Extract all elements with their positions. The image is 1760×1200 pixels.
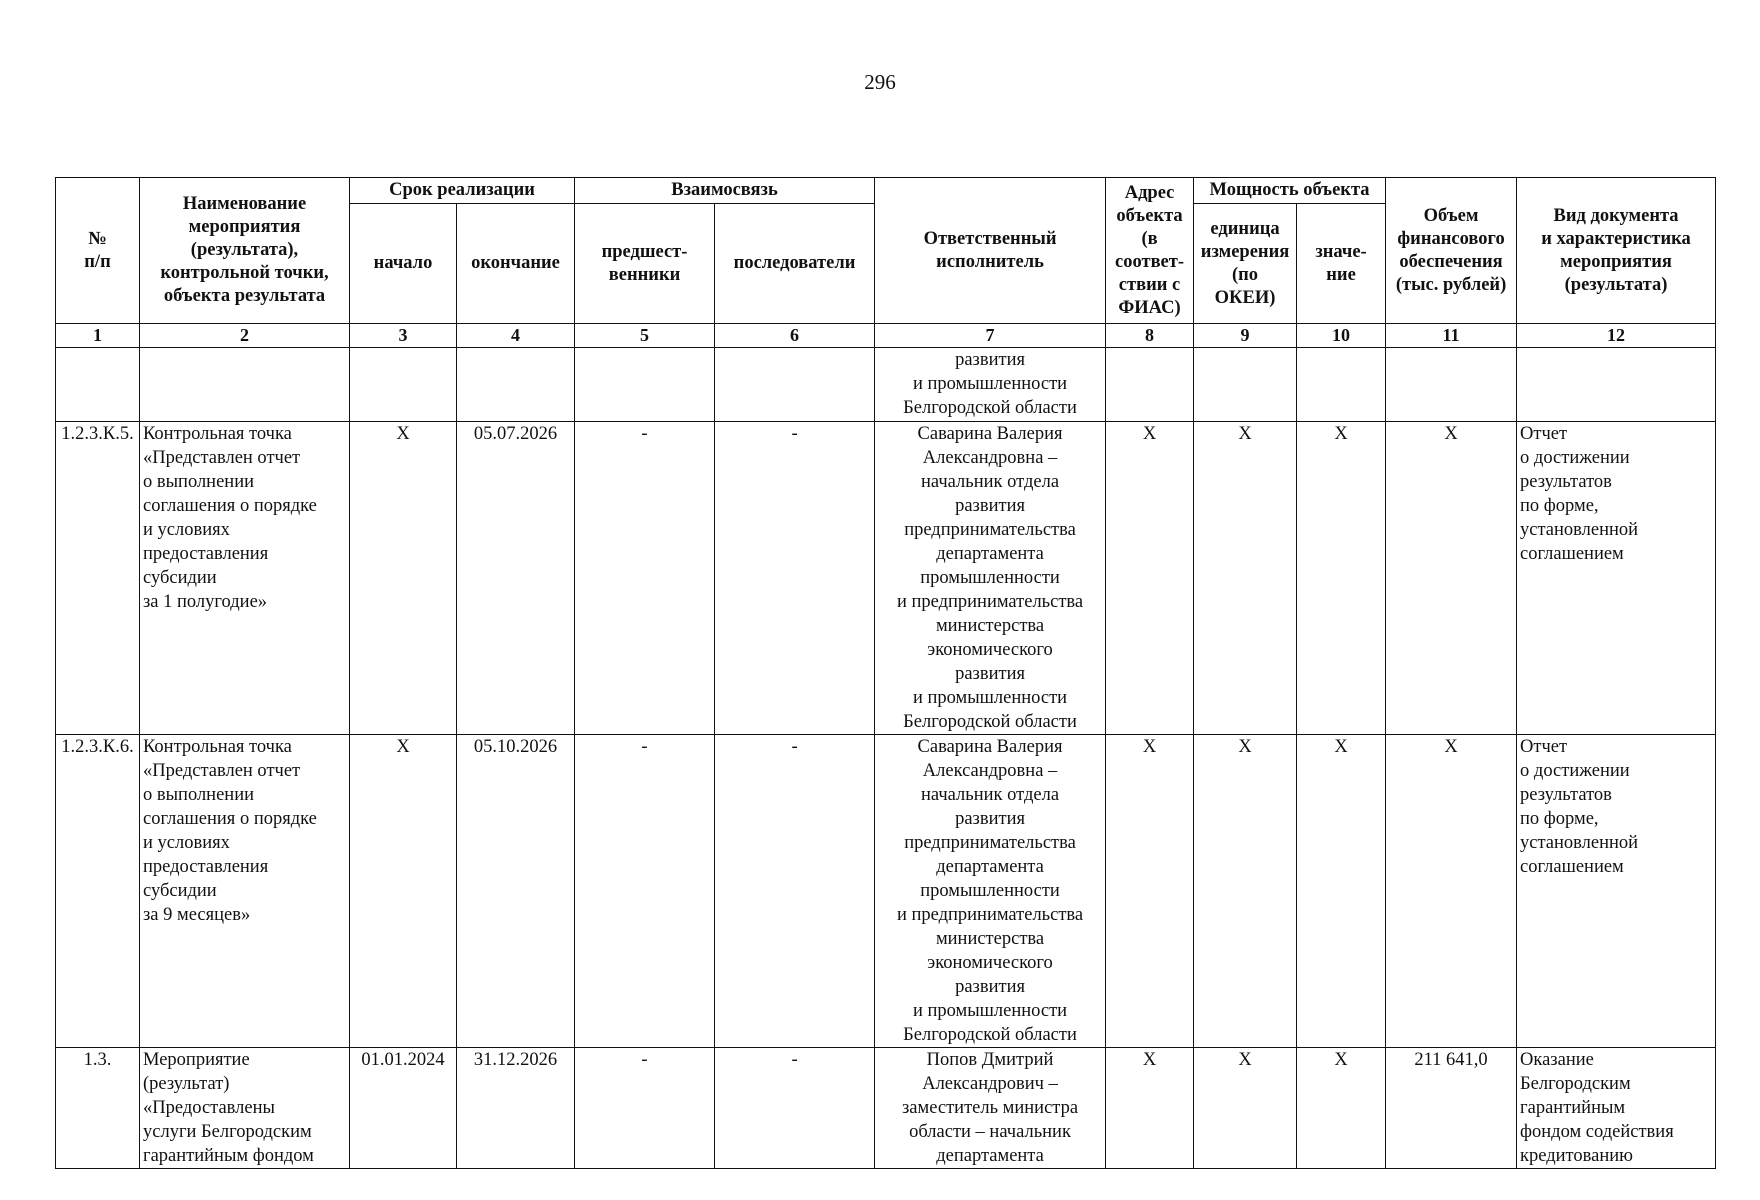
column-number: 12 <box>1517 324 1716 348</box>
header-power-group: Мощность объекта <box>1194 178 1386 204</box>
cell-predecessors: - <box>575 1048 715 1169</box>
cell-successors: - <box>715 1048 875 1169</box>
cell-document: Оказание Белгородским гарантийным фондом содействия кредитованию <box>1517 1048 1716 1169</box>
header-responsible: Ответственный исполнитель <box>875 178 1106 324</box>
cell-predecessors: - <box>575 735 715 1048</box>
header-link-group: Взаимосвязь <box>575 178 875 204</box>
cell-successors: - <box>715 422 875 735</box>
cell-address: X <box>1106 735 1194 1048</box>
header-financing: Объем финансового обеспечения (тыс. рублей) <box>1386 178 1517 324</box>
cell-responsible: Саварина Валерия Александровна – начальник отдела развития предпринимательства департамента промышленности и предпринимательства министерства экономического развития и промышленности Белгородской области <box>875 422 1106 735</box>
cell-end <box>457 348 575 422</box>
header-period-group: Срок реализации <box>350 178 575 204</box>
page-number: 296 <box>864 70 896 94</box>
cell-unit <box>1194 348 1297 422</box>
cell-address: X <box>1106 422 1194 735</box>
cell-no: 1.2.3.К.5. <box>56 422 140 735</box>
cell-end: 05.10.2026 <box>457 735 575 1048</box>
cell-document: Отчет о достижении результатов по форме, установленной соглашением <box>1517 422 1716 735</box>
cell-unit: X <box>1194 422 1297 735</box>
cell-responsible: развития и промышленности Белгородской области <box>875 348 1106 422</box>
cell-address <box>1106 348 1194 422</box>
cell-start: X <box>350 422 457 735</box>
cell-successors: - <box>715 735 875 1048</box>
column-number: 1 <box>56 324 140 348</box>
table-row <box>56 348 1716 422</box>
header-successors: последователи <box>715 204 875 324</box>
cell-end: 05.07.2026 <box>457 422 575 735</box>
column-number: 8 <box>1106 324 1194 348</box>
cell-unit: X <box>1194 735 1297 1048</box>
column-number: 9 <box>1194 324 1297 348</box>
column-number: 7 <box>875 324 1106 348</box>
cell-responsible: Попов Дмитрий Александрович – заместитель министра области – начальник департамента <box>875 1048 1106 1169</box>
header-value: значе- ние <box>1297 204 1386 324</box>
cell-document <box>1517 348 1716 422</box>
cell-value: X <box>1297 735 1386 1048</box>
cell-no <box>56 348 140 422</box>
plan-table <box>55 177 1716 1169</box>
header-no: № п/п <box>56 178 140 324</box>
header-name: Наименование мероприятия (результата), контрольной точки, объекта результата <box>140 178 350 324</box>
cell-successors <box>715 348 875 422</box>
cell-financing: 211 641,0 <box>1386 1048 1517 1169</box>
column-number: 3 <box>350 324 457 348</box>
cell-no: 1.3. <box>56 1048 140 1169</box>
column-number: 6 <box>715 324 875 348</box>
cell-value <box>1297 348 1386 422</box>
header-predecessors: предшест- венники <box>575 204 715 324</box>
cell-predecessors <box>575 348 715 422</box>
table-row <box>56 422 1716 735</box>
header-start: начало <box>350 204 457 324</box>
column-number: 5 <box>575 324 715 348</box>
cell-name <box>140 348 350 422</box>
cell-financing: X <box>1386 422 1517 735</box>
cell-responsible: Саварина Валерия Александровна – начальник отдела развития предпринимательства департамента промышленности и предпринимательства министерства экономического развития и промышленности Белгородской области <box>875 735 1106 1048</box>
cell-financing: X <box>1386 735 1517 1048</box>
cell-name: Контрольная точка «Представлен отчет о выполнении соглашения о порядке и условиях предоставления субсидии за 9 месяцев» <box>140 735 350 1048</box>
cell-start <box>350 348 457 422</box>
cell-no: 1.2.3.К.6. <box>56 735 140 1048</box>
cell-address: X <box>1106 1048 1194 1169</box>
cell-name: Мероприятие (результат) «Предоставлены услуги Белгородским гарантийным фондом <box>140 1048 350 1169</box>
header-unit: единица измерения (по ОКЕИ) <box>1194 204 1297 324</box>
header-document: Вид документа и характеристика мероприятия (результата) <box>1517 178 1716 324</box>
cell-start: X <box>350 735 457 1048</box>
cell-start: 01.01.2024 <box>350 1048 457 1169</box>
header-address: Адрес объекта (в соответ- ствии с ФИАС) <box>1106 178 1194 324</box>
cell-predecessors: - <box>575 422 715 735</box>
column-number: 11 <box>1386 324 1517 348</box>
header-end: окончание <box>457 204 575 324</box>
column-number: 2 <box>140 324 350 348</box>
cell-value: X <box>1297 422 1386 735</box>
cell-name: Контрольная точка «Представлен отчет о выполнении соглашения о порядке и условиях предоставления субсидии за 1 полугодие» <box>140 422 350 735</box>
column-number: 4 <box>457 324 575 348</box>
cell-document: Отчет о достижении результатов по форме, установленной соглашением <box>1517 735 1716 1048</box>
table-row <box>56 1048 1716 1169</box>
cell-end: 31.12.2026 <box>457 1048 575 1169</box>
column-number: 10 <box>1297 324 1386 348</box>
cell-financing <box>1386 348 1517 422</box>
cell-unit: X <box>1194 1048 1297 1169</box>
cell-value: X <box>1297 1048 1386 1169</box>
table-row <box>56 735 1716 1048</box>
